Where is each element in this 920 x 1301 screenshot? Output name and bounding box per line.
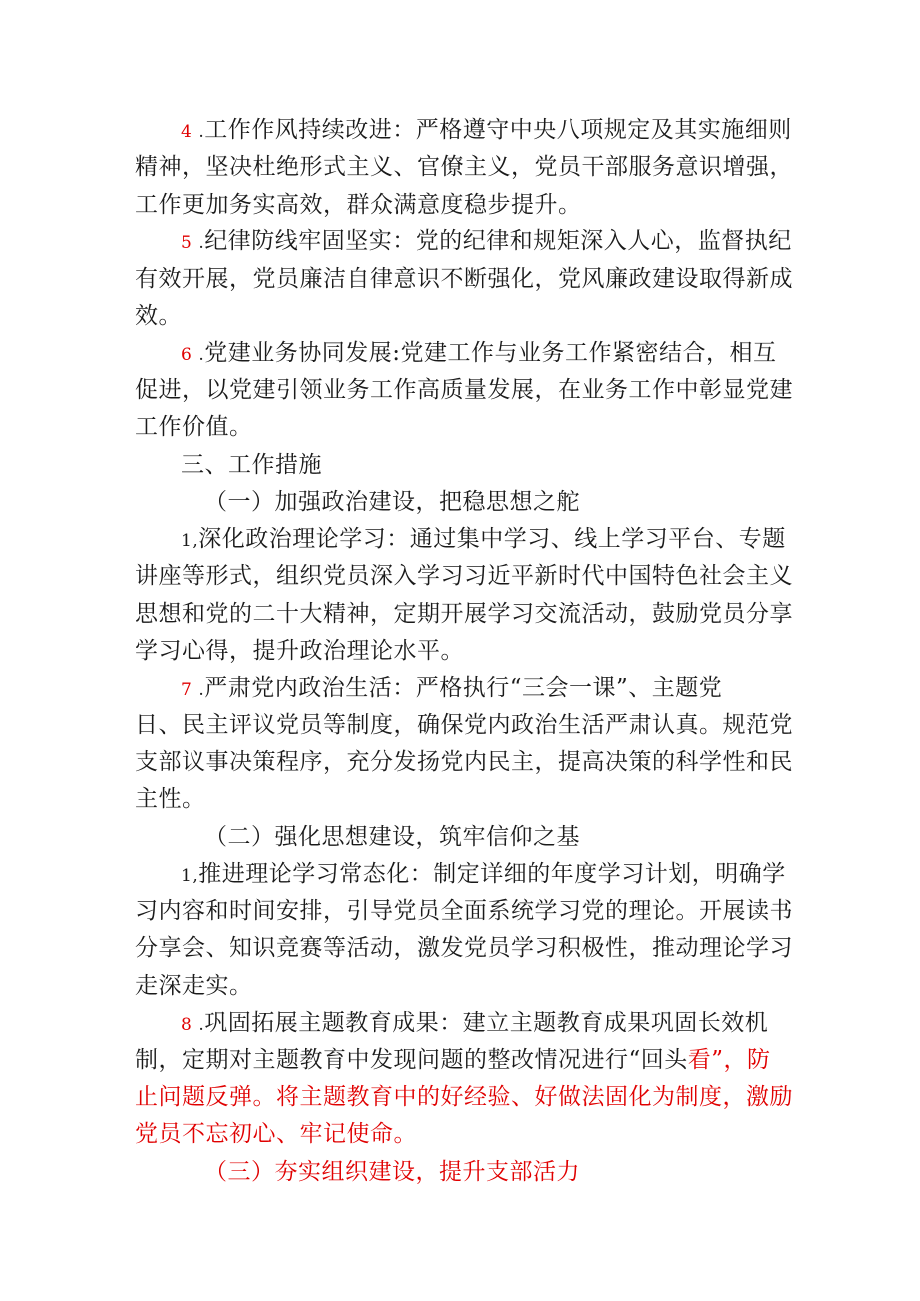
paragraph-text: 严肃党内政治生活：严格执行“三会一课”、主题党 (204, 675, 723, 701)
subsection-heading-3: （三）夯实组织建设，提升支部活力 (204, 1159, 580, 1185)
measure-2-1-line-1 (181, 859, 786, 891)
item-number: 5 (181, 233, 193, 253)
paragraph-text: 党建业务协同发展:党建工作与业务工作紧密结合，相互 (204, 340, 777, 366)
paragraph-6-line-2: 促进，以党建引领业务工作高质量发展，在业务工作中彰显党建 (135, 377, 793, 403)
paragraph-8-line-2 (135, 1045, 771, 1075)
measure-1-1-line-3: 思想和党的二十大精神，定期开展学习交流活动，鼓励党员分享 (135, 601, 793, 627)
item-number: 6 (181, 345, 193, 365)
measure-2-1-line-4: 走深走实。 (135, 973, 253, 999)
item-separator: . (198, 233, 205, 253)
measure-1-1-line-2: 讲座等形式，组织党员深入学习习近平新时代中国特色社会主义 (135, 563, 793, 589)
paragraph-7-line-4: 主性。 (135, 786, 206, 812)
highlighted-text: 看”，防 (687, 1047, 771, 1073)
paragraph-6-line-3: 工作价值。 (135, 414, 253, 440)
paragraph-5-line-1 (181, 226, 792, 258)
paragraph-7-line-2: 日、民主评议党员等制度，确保党内政治生活严肃认真。规范党 (135, 712, 793, 738)
paragraph-4-line-3: 工作更加务实高效，群众满意度稳步提升。 (135, 192, 582, 218)
item-number: 7 (181, 680, 193, 700)
paragraph-4-line-1 (181, 115, 792, 147)
item-separator: . (198, 345, 205, 365)
measure-1-1-line-1 (181, 524, 786, 556)
paragraph-8-line-4: 党员不忘初心、牢记使命。 (135, 1121, 417, 1147)
paragraph-6-line-1 (181, 338, 776, 370)
item-separator: . (198, 122, 205, 142)
paragraph-text: 巩固拓展主题教育成果：建立主题教育成果巩固长效机 (204, 1010, 769, 1036)
paragraph-5-line-3: 效。 (135, 303, 182, 329)
item-separator: . (198, 1015, 205, 1035)
paragraph-text: 工作作风持续改进：严格遵守中央八项规定及其实施细则 (204, 117, 792, 143)
paragraph-5-line-2: 有效开展，党员廉洁自律意识不断强化，党风廉政建设取得新成 (135, 266, 793, 292)
paragraph-8-line-3: 止问题反弹。将主题教育中的好经验、好做法固化为制度，激励 (135, 1084, 793, 1110)
measure-2-1-line-2: 习内容和时间安排，引导党员全面系统学习党的理论。开展读书 (135, 898, 793, 924)
item-separator: . (198, 680, 205, 700)
item-number: 1, (181, 531, 199, 551)
paragraph-4-line-2: 精神，坚决杜绝形式主义、官僚主义，党员干部服务意识增强， (135, 154, 793, 180)
paragraph-8-line-1 (181, 1008, 768, 1040)
paragraph-7-line-3: 支部议事决策程序，充分发扬党内民主，提高决策的科学性和民 (135, 749, 793, 775)
paragraph-7-line-1 (181, 673, 722, 705)
subsection-heading-2: （二）强化思想建设，筑牢信仰之基 (204, 824, 580, 850)
item-number: 1, (181, 866, 199, 886)
paragraph-text: 纪律防线牢固坚实：党的纪律和规矩深入人心，监督执纪 (204, 228, 792, 254)
subsection-heading-1: （一）加强政治建设，把稳思想之舵 (204, 489, 580, 515)
paragraph-text: 制，定期对主题教育中发现问题的整改情况进行“回头 (135, 1047, 688, 1073)
item-number: 4 (181, 122, 193, 142)
paragraph-text: 推进理论学习常态化：制定详细的年度学习计划，明确学 (198, 861, 786, 887)
measure-2-1-line-3: 分享会、知识竞赛等活动，激发党员学习积极性，推动理论学习 (135, 935, 793, 961)
measure-1-1-line-4: 学习心得，提升政治理论水平。 (135, 638, 464, 664)
section-heading: 三、工作措施 (181, 452, 322, 478)
item-number: 8 (181, 1015, 193, 1035)
paragraph-text: 深化政治理论学习：通过集中学习、线上学习平台、专题 (198, 526, 786, 552)
